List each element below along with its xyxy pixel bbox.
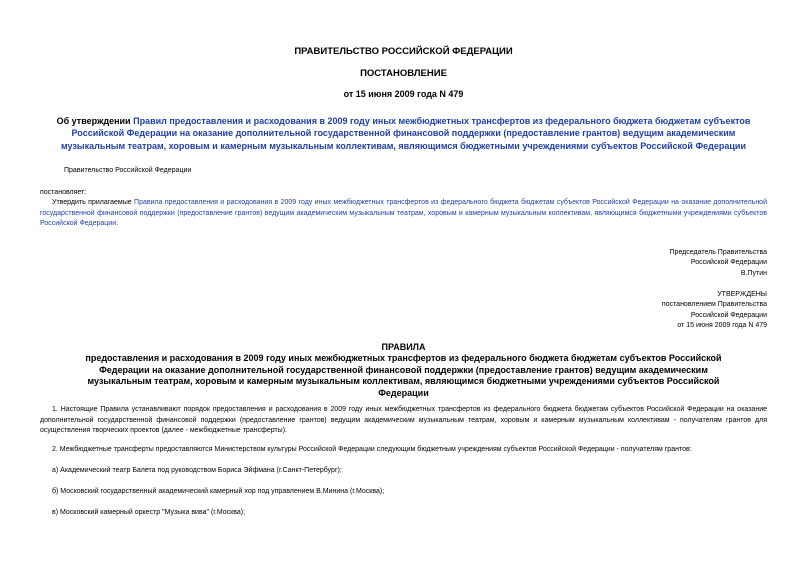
government-heading: ПРАВИТЕЛЬСТВО РОССИЙСКОЙ ФЕДЕРАЦИИ	[294, 46, 513, 57]
approved-by: постановлением Правительства	[661, 301, 767, 309]
signature-name: В.Путин	[740, 269, 767, 277]
approved-label: УТВЕРЖДЕНЫ	[717, 291, 767, 298]
rules-heading: ПРАВИЛА	[381, 342, 426, 352]
approve-paragraph	[40, 198, 767, 230]
date-number: от 15 июня 2009 года N 479	[343, 89, 464, 99]
signature-block	[670, 248, 767, 279]
rules-title-link[interactable]: Правил предоставления и расходования в 2009 году иных межбюджетных трансфертов из федерального бюджета бюджетам субъектов Российской Федерации на оказание дополнительной государственной финансовой поддержки (предоставление грантов) ведущим академическим музыкальным театрам, хоровым и камерным музыкальным коллективам, являющимся бюджетными учреждениями субъектов Российской Федерации	[61, 116, 751, 151]
government-line: Правительство Российской Федерации	[64, 167, 192, 174]
approve-prefix: Утвердить прилагаемые	[52, 199, 135, 206]
approve-suffix: .	[116, 220, 119, 228]
doc-type-heading: ПОСТАНОВЛЕНИЕ	[360, 68, 447, 79]
approved-rules-link[interactable]: Правила предоставления и расходования в 2009 году иных межбюджетных трансфертов из федерального бюджета бюджетам субъектов Российской Федерации на оказание дополнительной государственной финансовой поддержки (предоставление грантов) ведущим академическим музыкальным театрам, хоровым и камерным музыкальным коллективам, являющимся бюджетными учреждениями субъектов Российской Федерации	[40, 199, 767, 228]
title-prefix: Об утверждении	[56, 116, 134, 126]
rule-paragraph-1: 1. Настоящие Правила устанавливают порядок предоставления и расходования в 2009 году иных межбюджетных трансфертов из федерального бюджета бюджетам субъектов Российской Федерации на оказание дополнительной государственной финансовой поддержки (предоставление грантов) ведущим академическим музыкальным театрам, хоровым и камерным музыкальным коллективам - получателям грантов для осуществления творческих проектов (далее - межбюджетные трансферты).	[40, 406, 767, 435]
grantee-item-a: а) Академический театр Балета под руководством Бориса Эйфмана (г.Санкт-Петербург);	[52, 467, 342, 474]
resolution-title	[40, 115, 767, 152]
signature-title: Председатель Правительства	[669, 249, 767, 256]
approved-block	[662, 290, 767, 332]
signature-country: Российской Федерации	[690, 259, 767, 267]
resolves-line: постановляет:	[40, 189, 87, 196]
approved-country: Российской Федерации	[690, 311, 767, 319]
rules-subtitle: предоставления и расходования в 2009 году иных межбюджетных трансфертов из федерального бюджета бюджетам субъектов Российской Федерации на оказание дополнительной государственной финансовой поддержки (предоставление грантов) ведущим академическим музыкальным театрам, хоровым и камерным музыкальным коллективам, являющимся бюджетными учреждениями субъектов Российской Федерации	[85, 353, 722, 398]
grantee-item-b: б) Московский государственный академический камерный хор под управлением В.Минина (г.Москва);	[52, 488, 385, 495]
rule-paragraph-2: 2. Межбюджетные трансферты предоставляются Министерством культуры Российской Федерации следующим бюджетным учреждениям субъектов Российской Федерации - получателям грантов:	[52, 446, 692, 453]
grantee-item-c: в) Московский камерный оркестр "Музыка вива" (г.Москва);	[52, 509, 246, 516]
approved-date: от 15 июня 2009 года N 479	[677, 322, 767, 330]
